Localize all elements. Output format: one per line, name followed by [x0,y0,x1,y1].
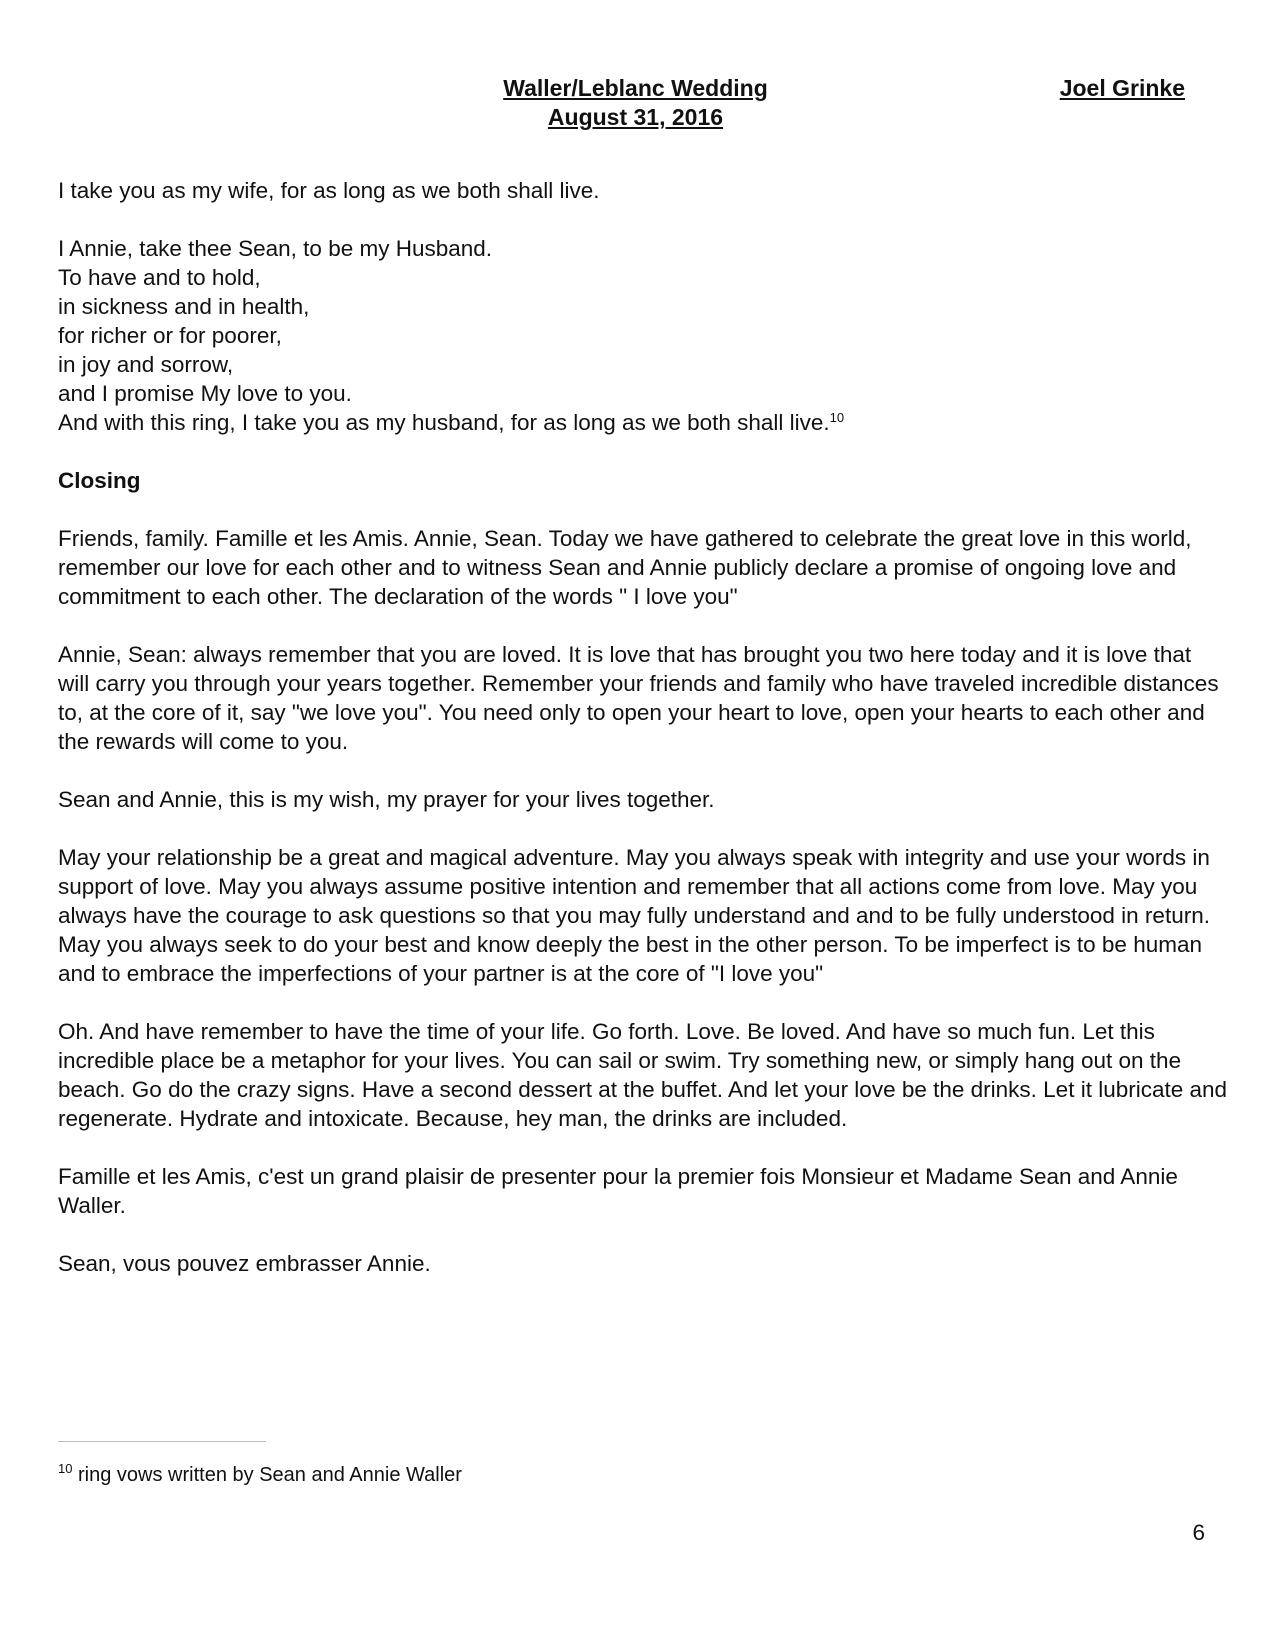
paragraph: Oh. And have remember to have the time of your life. Go forth. Love. Be loved. And have so much fun. Let this incredible place be a metaphor for your lives. You can sail or swim. Try something new, or simply hang out on the beach. Go do the crazy signs. Have a second dessert at the buffet. And let your love be the drinks. Let it lubricate and regenerate. Hydrate and intoxicate. Because, hey man, the drinks are included. [58,1019,1228,1131]
author-name: Joel Grinke [1059,75,1185,101]
paragraph: Sean and Annie, this is my wish, my prayer for your lives together. [58,787,715,812]
title-line-2: August 31, 2016 [547,104,724,130]
vow-line: To have and to hold, [58,265,261,290]
vow-line: in joy and sorrow, [58,352,234,377]
paragraph: Friends, family. Famille et les Amis. Annie, Sean. Today we have gathered to celebrate the great love in this world, remember our love for each other and to witness Sean and Annie publicly declare a promise of ongoing love and commitment to each other. The declaration of the words " I love you" [58,526,1192,609]
paragraph: Sean, vous pouvez embrasser Annie. [58,1251,431,1276]
vow-line: and I promise My love to you. [58,381,352,406]
vows-block [58,234,1228,437]
vow-line: for richer or for poorer, [58,323,282,348]
footnote-number: 10 [58,1461,73,1476]
paragraph: Famille et les Amis, c'est un grand plaisir de presenter pour la premier fois Monsieur et Madame Sean and Annie Waller. [58,1164,1178,1218]
footnote-reference[interactable]: 10 [829,410,845,425]
footnote-divider [58,1441,266,1442]
paragraph-wife-vow: I take you as my wife, for as long as we both shall live. [58,178,600,203]
footnote-text: ring vows written by Sean and Annie Waller [72,1464,462,1486]
closing-heading: Closing [58,468,141,493]
vow-line: I Annie, take thee Sean, to be my Husband. [58,236,493,261]
vow-line-last [58,408,1228,437]
page-number: 6 [1192,1520,1205,1545]
vow-line-text: And with this ring, I take you as my husband, for as long as we both shall live. [58,410,830,435]
vow-line: in sickness and in health, [58,294,310,319]
footnote [58,1463,462,1488]
title-line-1: Waller/Leblanc Wedding [503,75,768,101]
document-body [58,176,1228,1307]
paragraph: May your relationship be a great and magical adventure. May you always speak with integrity and use your words in support of love. May you always assume positive intention and remember that all actions come from love. May you always have the courage to ask questions so that you may fully understand and and to be fully understood in return. May you always seek to do your best and know deeply the best in the other person. To be imperfect is to be human and to embrace the imperfections of your partner is at the core of "I love you" [58,845,1210,986]
paragraph: Annie, Sean: always remember that you are loved. It is love that has brought you two here today and it is love that will carry you through your years together. Remember your friends and family who have traveled incredible distances to, at the core of it, say "we love you". You need only to open your heart to love, open your hearts to each other and the rewards will come to you. [58,642,1219,754]
